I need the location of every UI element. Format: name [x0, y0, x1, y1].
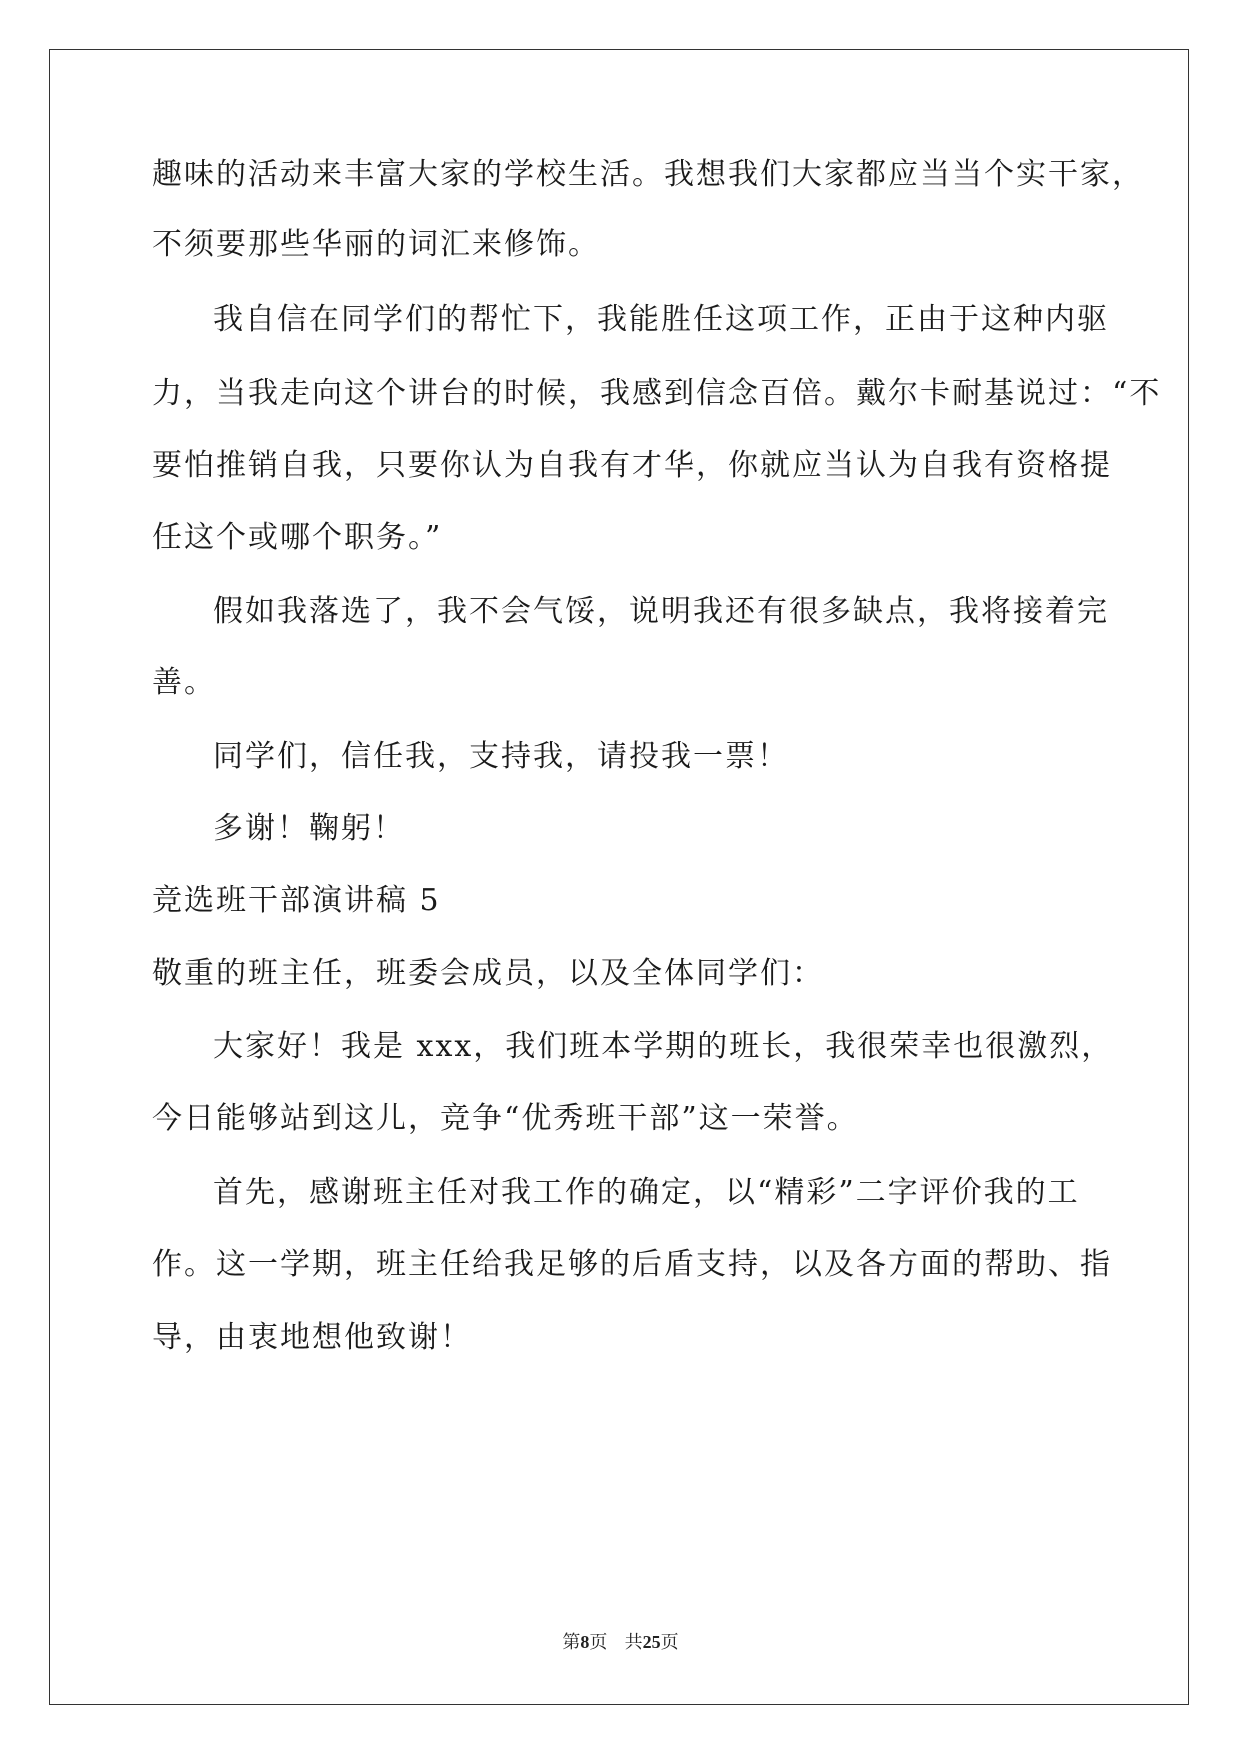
paragraph-line: 要怕推销自我，只要你认为自我有才华，你就应当认为自我有资格提: [152, 448, 1112, 483]
paragraph-line: 假如我落选了，我不会气馁，说明我还有很多缺点，我将接着完: [213, 594, 1109, 629]
total-suffix: 页: [660, 1632, 679, 1653]
paragraph-line: 今日能够站到这儿，竞争“优秀班干部”这一荣誉。: [152, 1101, 859, 1136]
paragraph-line: 善。: [152, 665, 216, 700]
paragraph-line: 我自信在同学们的帮忙下，我能胜任这项工作，正由于这种内驱: [213, 302, 1109, 337]
page-footer: [0, 1630, 1241, 1655]
paragraph-line: 同学们，信任我，支持我，请投我一票！: [213, 739, 789, 774]
page-border: [49, 49, 1189, 1705]
paragraph-line: 力，当我走向这个讲台的时候，我感到信念百倍。戴尔卡耐基说过：“不: [152, 376, 1162, 411]
salutation-line: 敬重的班主任，班委会成员，以及全体同学们：: [152, 956, 824, 991]
total-prefix: 共: [624, 1632, 643, 1653]
paragraph-line: 任这个或哪个职务。”: [152, 520, 443, 555]
page-number: 8: [580, 1632, 590, 1652]
paragraph-line: 多谢！鞠躬！: [213, 811, 405, 846]
paragraph-line: 导，由衷地想他致谢！: [152, 1320, 472, 1355]
paragraph-line: 趣味的活动来丰富大家的学校生活。我想我们大家都应当当个实干家，: [152, 157, 1144, 192]
page-suffix: 页: [589, 1632, 608, 1653]
paragraph-line: 不须要那些华丽的词汇来修饰。: [152, 227, 600, 262]
paragraph-line: 大家好！我是 xxx，我们班本学期的班长，我很荣幸也很激烈，: [213, 1029, 1114, 1064]
paragraph-line: 作。这一学期，班主任给我足够的后盾支持，以及各方面的帮助、指: [152, 1247, 1112, 1282]
section-heading: 竞选班干部演讲稿 5: [152, 883, 441, 918]
page-prefix: 第: [562, 1632, 581, 1653]
total-pages: 25: [642, 1632, 661, 1652]
paragraph-line: 首先，感谢班主任对我工作的确定，以“精彩”二字评价我的工: [213, 1175, 1080, 1210]
